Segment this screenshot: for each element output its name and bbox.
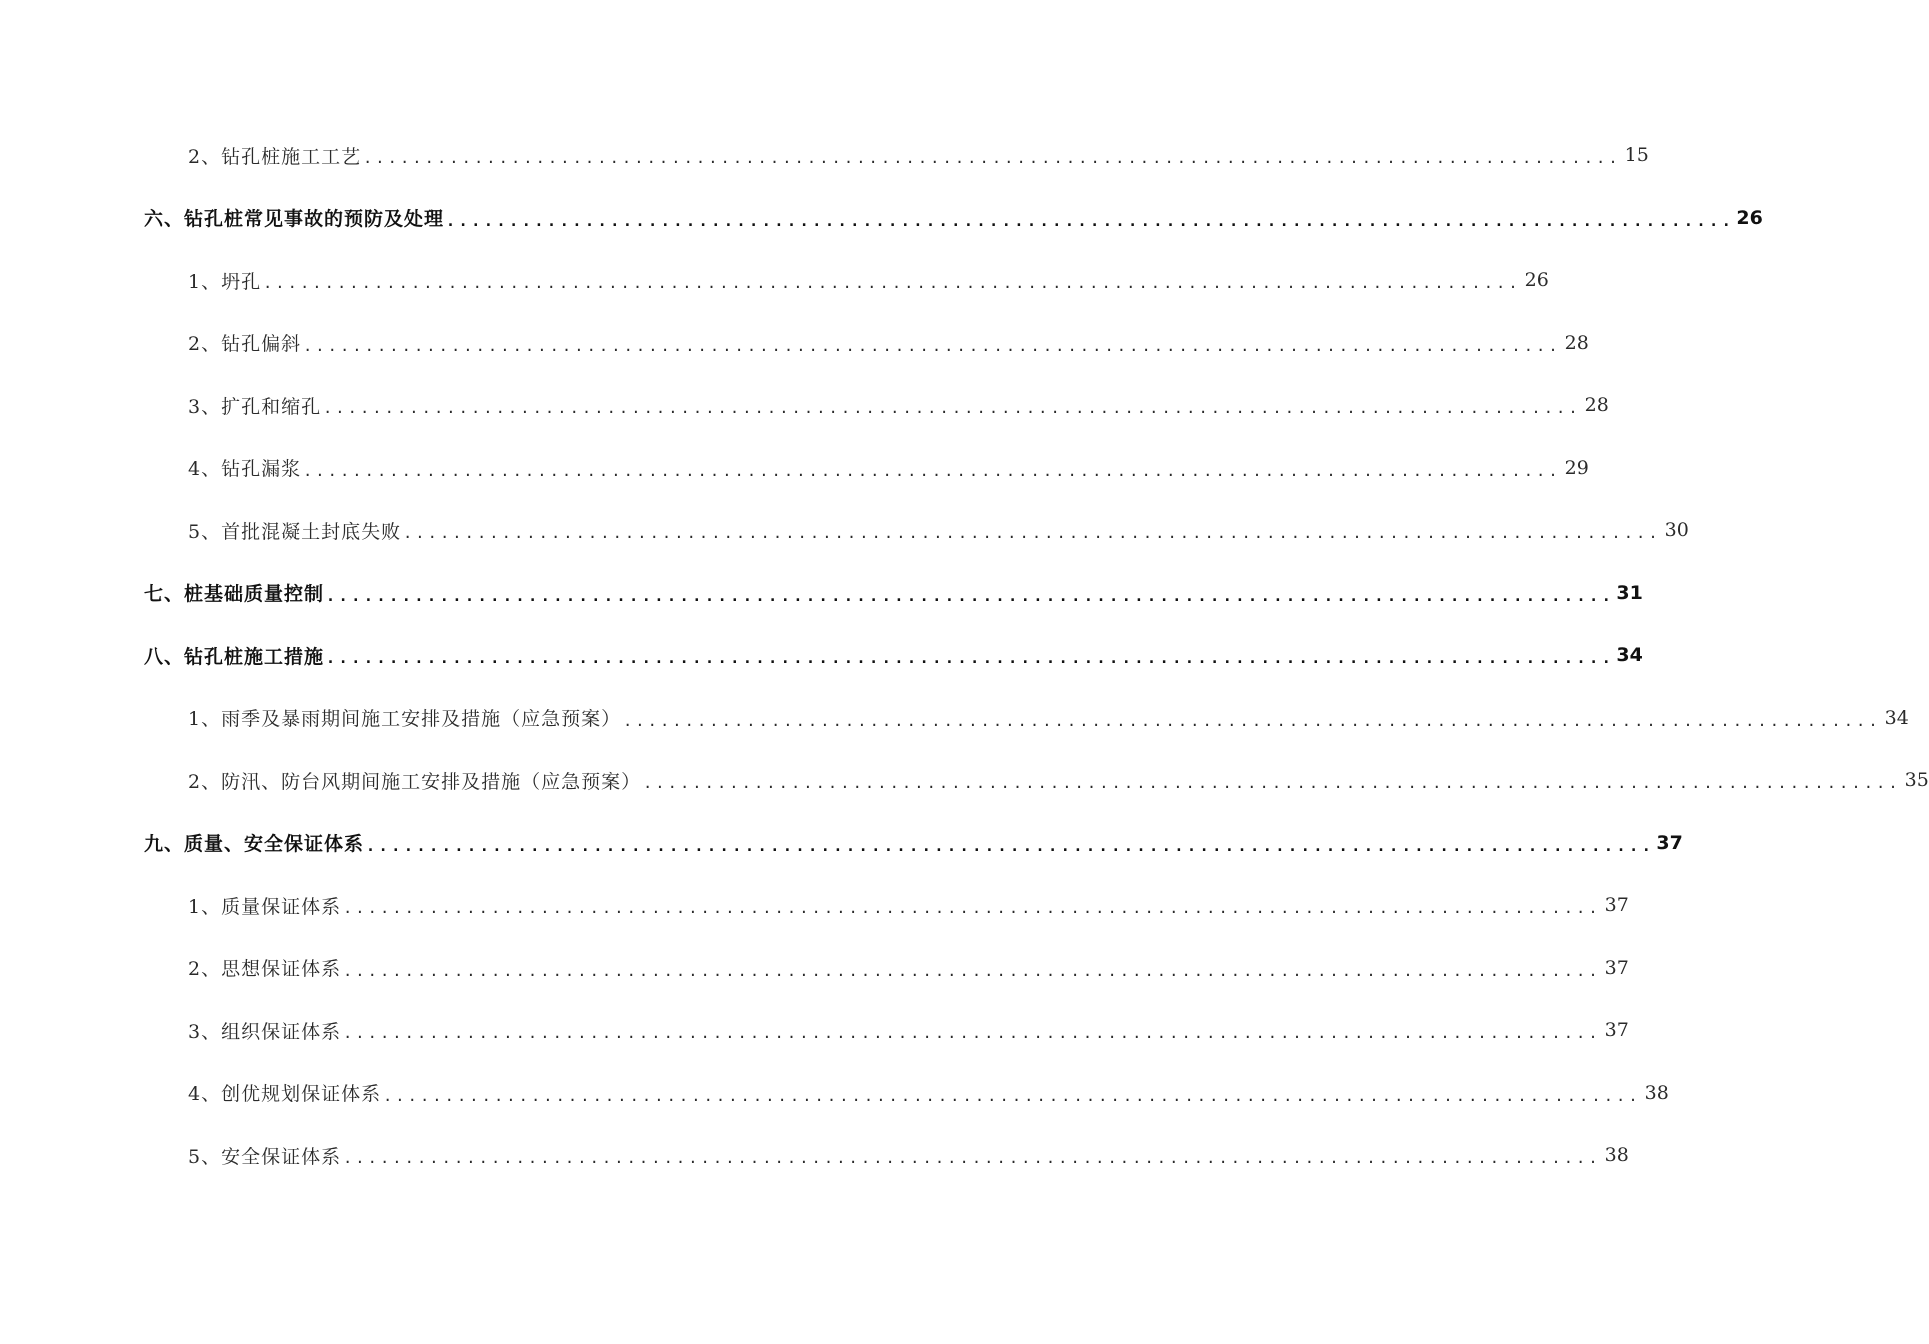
toc-dot-leader: ...................................................................................................... xyxy=(323,399,1581,418)
toc-entry[interactable] xyxy=(0,374,1609,437)
table-of-contents xyxy=(0,124,1929,1187)
toc-dot-leader: ...................................................................................................... xyxy=(343,1149,1601,1168)
toc-entry[interactable] xyxy=(0,812,1683,875)
toc-dot-leader: ...................................................................................................... xyxy=(383,1086,1641,1105)
toc-entry[interactable] xyxy=(0,937,1629,1000)
toc-entry-title: 1、雨季及暴雨期间施工安排及措施（应急预案） xyxy=(188,708,622,731)
toc-entry-title: 5、首批混凝土封底失败 xyxy=(188,520,402,543)
toc-entry-page: 28 xyxy=(1564,331,1589,354)
toc-entry-title: 1、质量保证体系 xyxy=(188,895,342,918)
toc-entry[interactable] xyxy=(0,124,1649,187)
toc-entry-page: 15 xyxy=(1624,144,1649,167)
toc-entry-page: 37 xyxy=(1604,1019,1629,1042)
toc-entry-title: 5、安全保证体系 xyxy=(188,1145,342,1168)
toc-entry-page: 37 xyxy=(1604,956,1629,979)
toc-entry[interactable] xyxy=(0,249,1549,312)
toc-dot-leader: ...................................................................................................... xyxy=(326,649,1615,668)
toc-entry-page: 37 xyxy=(1656,831,1683,854)
toc-entry[interactable] xyxy=(0,999,1629,1062)
toc-entry-title: 七、桩基础质量控制 xyxy=(144,583,325,606)
toc-entry-title: 九、质量、安全保证体系 xyxy=(144,833,365,856)
toc-dot-leader: ...................................................................................................... xyxy=(303,336,1561,355)
toc-dot-leader: ...................................................................................................... xyxy=(446,211,1735,230)
toc-entry[interactable] xyxy=(0,687,1909,750)
toc-entry[interactable] xyxy=(0,624,1643,687)
toc-entry[interactable] xyxy=(0,312,1589,375)
toc-entry-page: 34 xyxy=(1616,644,1643,667)
toc-entry[interactable] xyxy=(0,749,1929,812)
toc-entry-title: 2、防汛、防台风期间施工安排及措施（应急预案） xyxy=(188,770,642,793)
toc-entry-title: 2、钻孔偏斜 xyxy=(188,333,302,356)
toc-entry-title: 4、创优规划保证体系 xyxy=(188,1083,382,1106)
toc-entry-page: 30 xyxy=(1664,519,1689,542)
toc-entry-title: 1、坍孔 xyxy=(188,270,262,293)
toc-entry-title: 3、组织保证体系 xyxy=(188,1020,342,1043)
toc-dot-leader: ...................................................................................................... xyxy=(623,711,1881,730)
toc-entry[interactable] xyxy=(0,1124,1629,1187)
toc-entry-page: 26 xyxy=(1736,206,1763,229)
toc-dot-leader: ...................................................................................................... xyxy=(643,774,1901,793)
toc-entry-title: 4、钻孔漏浆 xyxy=(188,458,302,481)
toc-dot-leader: ...................................................................................................... xyxy=(366,836,1655,855)
toc-dot-leader: ...................................................................................................... xyxy=(263,274,1521,293)
toc-entry[interactable] xyxy=(0,437,1589,500)
toc-dot-leader: ...................................................................................................... xyxy=(343,1024,1601,1043)
toc-dot-leader: ...................................................................................................... xyxy=(326,586,1615,605)
toc-entry-page: 38 xyxy=(1644,1081,1669,1104)
toc-entry[interactable] xyxy=(0,187,1763,250)
toc-entry-page: 38 xyxy=(1604,1144,1629,1167)
toc-entry-page: 26 xyxy=(1524,269,1549,292)
toc-dot-leader: ...................................................................................................... xyxy=(403,524,1661,543)
toc-entry-title: 3、扩孔和缩孔 xyxy=(188,395,322,418)
toc-entry-page: 28 xyxy=(1584,394,1609,417)
toc-entry[interactable] xyxy=(0,562,1643,625)
toc-entry-page: 29 xyxy=(1564,456,1589,479)
toc-entry-title: 六、钻孔桩常见事故的预防及处理 xyxy=(144,208,445,231)
toc-entry[interactable] xyxy=(0,499,1689,562)
toc-entry-page: 37 xyxy=(1604,894,1629,917)
toc-entry-title: 2、钻孔桩施工工艺 xyxy=(188,145,362,168)
toc-entry-page: 31 xyxy=(1616,581,1643,604)
toc-dot-leader: ...................................................................................................... xyxy=(363,149,1621,168)
toc-dot-leader: ...................................................................................................... xyxy=(343,899,1601,918)
toc-entry-page: 34 xyxy=(1884,706,1909,729)
toc-dot-leader: ...................................................................................................... xyxy=(343,961,1601,980)
toc-entry-title: 八、钻孔桩施工措施 xyxy=(144,645,325,668)
toc-entry[interactable] xyxy=(0,1062,1669,1125)
toc-entry-title: 2、思想保证体系 xyxy=(188,958,342,981)
toc-entry-page: 35 xyxy=(1904,769,1929,792)
toc-dot-leader: ...................................................................................................... xyxy=(303,461,1561,480)
toc-entry[interactable] xyxy=(0,874,1629,937)
